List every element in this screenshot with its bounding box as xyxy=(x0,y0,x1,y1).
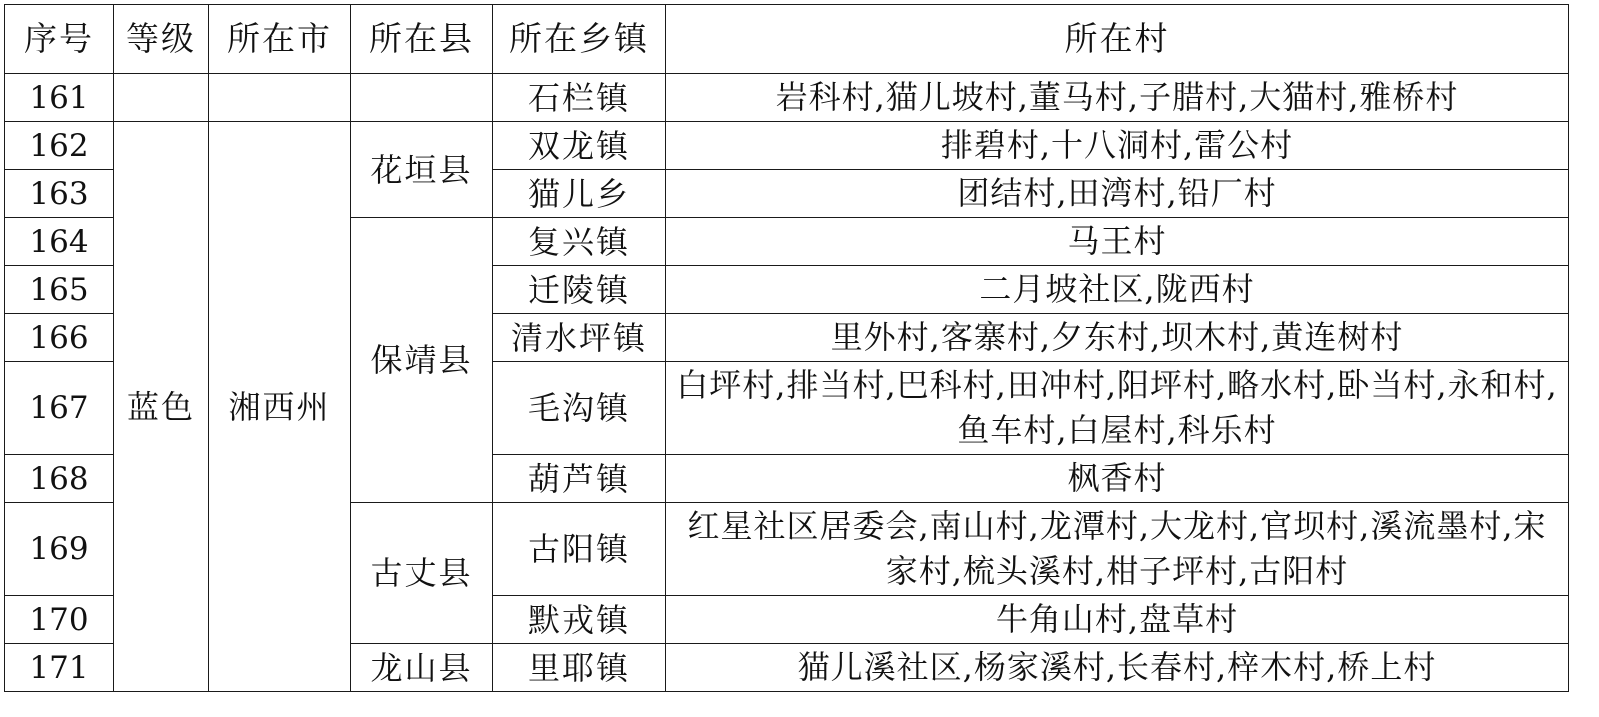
villages-cell: 枫香村 xyxy=(666,455,1569,503)
villages-cell: 猫儿溪社区,杨家溪村,长春村,梓木村,桥上村 xyxy=(666,644,1569,692)
villages-cell: 红星社区居委会,南山村,龙潭村,大龙村,官坝村,溪流墨村,宋家村,梳头溪村,柑子坪村,古阳村 xyxy=(666,503,1569,596)
county-cell-empty xyxy=(351,74,493,122)
seq-cell: 164 xyxy=(5,218,114,266)
villages-cell: 马王村 xyxy=(666,218,1569,266)
villages-cell: 岩科村,猫儿坡村,董马村,子腊村,大猫村,雅桥村 xyxy=(666,74,1569,122)
villages-cell: 牛角山村,盘草村 xyxy=(666,596,1569,644)
town-cell: 默戎镇 xyxy=(493,596,666,644)
town-cell: 毛沟镇 xyxy=(493,362,666,455)
table-row xyxy=(5,122,1569,170)
header-level: 等级 xyxy=(114,5,209,74)
town-cell: 葫芦镇 xyxy=(493,455,666,503)
town-cell: 复兴镇 xyxy=(493,218,666,266)
header-county: 所在县 xyxy=(351,5,493,74)
seq-cell: 162 xyxy=(5,122,114,170)
seq-cell: 166 xyxy=(5,314,114,362)
village-list-table xyxy=(4,4,1569,692)
villages-cell: 里外村,客寨村,夕东村,坝木村,黄连树村 xyxy=(666,314,1569,362)
town-cell: 双龙镇 xyxy=(493,122,666,170)
town-cell: 里耶镇 xyxy=(493,644,666,692)
villages-cell: 团结村,田湾村,铅厂村 xyxy=(666,170,1569,218)
seq-cell: 169 xyxy=(5,503,114,596)
seq-cell: 171 xyxy=(5,644,114,692)
town-cell: 古阳镇 xyxy=(493,503,666,596)
town-cell: 清水坪镇 xyxy=(493,314,666,362)
county-cell-guzhang: 古丈县 xyxy=(351,503,493,644)
seq-cell: 163 xyxy=(5,170,114,218)
header-village: 所在村 xyxy=(666,5,1569,74)
county-cell-baojing: 保靖县 xyxy=(351,218,493,503)
villages-cell: 白坪村,排当村,巴科村,田冲村,阳坪村,略水村,卧当村,永和村,鱼车村,白屋村,科乐村 xyxy=(666,362,1569,455)
town-cell: 猫儿乡 xyxy=(493,170,666,218)
level-cell: 蓝色 xyxy=(114,122,209,692)
header-seq: 序号 xyxy=(5,5,114,74)
town-cell: 石栏镇 xyxy=(493,74,666,122)
table-row xyxy=(5,74,1569,122)
seq-cell: 170 xyxy=(5,596,114,644)
seq-cell: 168 xyxy=(5,455,114,503)
town-cell: 迁陵镇 xyxy=(493,266,666,314)
level-cell-empty xyxy=(114,74,209,122)
county-cell-huayuan: 花垣县 xyxy=(351,122,493,218)
seq-cell: 167 xyxy=(5,362,114,455)
villages-cell: 二月坡社区,陇西村 xyxy=(666,266,1569,314)
table-wrapper xyxy=(4,4,1569,692)
city-cell: 湘西州 xyxy=(209,122,351,692)
city-cell-empty xyxy=(209,74,351,122)
county-cell-longshan: 龙山县 xyxy=(351,644,493,692)
header-city: 所在市 xyxy=(209,5,351,74)
seq-cell: 161 xyxy=(5,74,114,122)
header-row xyxy=(5,5,1569,74)
villages-cell: 排碧村,十八洞村,雷公村 xyxy=(666,122,1569,170)
header-town: 所在乡镇 xyxy=(493,5,666,74)
seq-cell: 165 xyxy=(5,266,114,314)
